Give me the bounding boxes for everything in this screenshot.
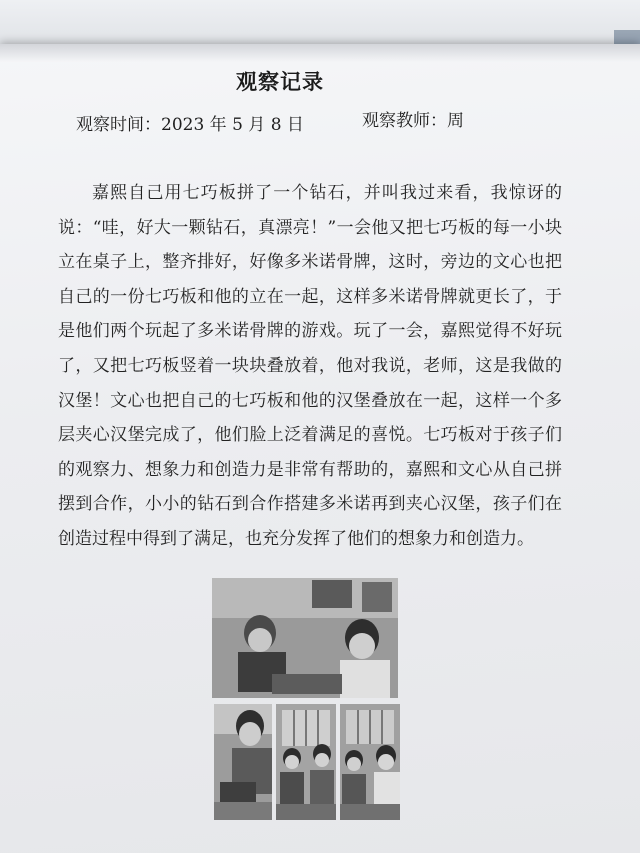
classroom-photo-main bbox=[212, 578, 398, 698]
document-title: 观察记录 bbox=[236, 69, 324, 94]
observation-time: 观察时间：2023 年 5 月 8 日 bbox=[76, 115, 304, 135]
classroom-photo-2 bbox=[276, 704, 336, 820]
observer-teacher: 观察教师：周 bbox=[362, 111, 464, 131]
classroom-photo-1 bbox=[214, 704, 272, 820]
observation-body-text: 嘉熙自己用七巧板拼了一个钻石，并叫我过来看，我惊讶的说：“哇，好大一颗钻石，真漂亮！”一会他又把七巧板的每一小块立在桌子上，整齐排好，好像多米诺骨牌，这时，旁边的文心也把自己的一份七巧板和他的立在一起，这样多米诺骨牌就更长了，于是他们两个玩起了多米诺骨牌的游戏。玩了一会，嘉熙觉得不好玩了，又把七巧板竖着一块块叠放着，他对我说，老师，这是我做的汉堡！文心也把自己的七巧板和他的汉堡叠放在一起，这样一个多层夹心汉堡完成了，他们脸上泛着满足的喜悦。七巧板对于孩子们的观察力、想象力和创造力是非常有帮助的，嘉熙和文心从自己拼摆到合作，小小的钻石到合作搭建多米诺再到夹心汉堡，孩子们在创造过程中得到了满足，也充分发挥了他们的想象力和创造力。 bbox=[58, 183, 562, 549]
classroom-photo-3 bbox=[340, 704, 400, 820]
paper-edge-shadow bbox=[0, 44, 640, 62]
